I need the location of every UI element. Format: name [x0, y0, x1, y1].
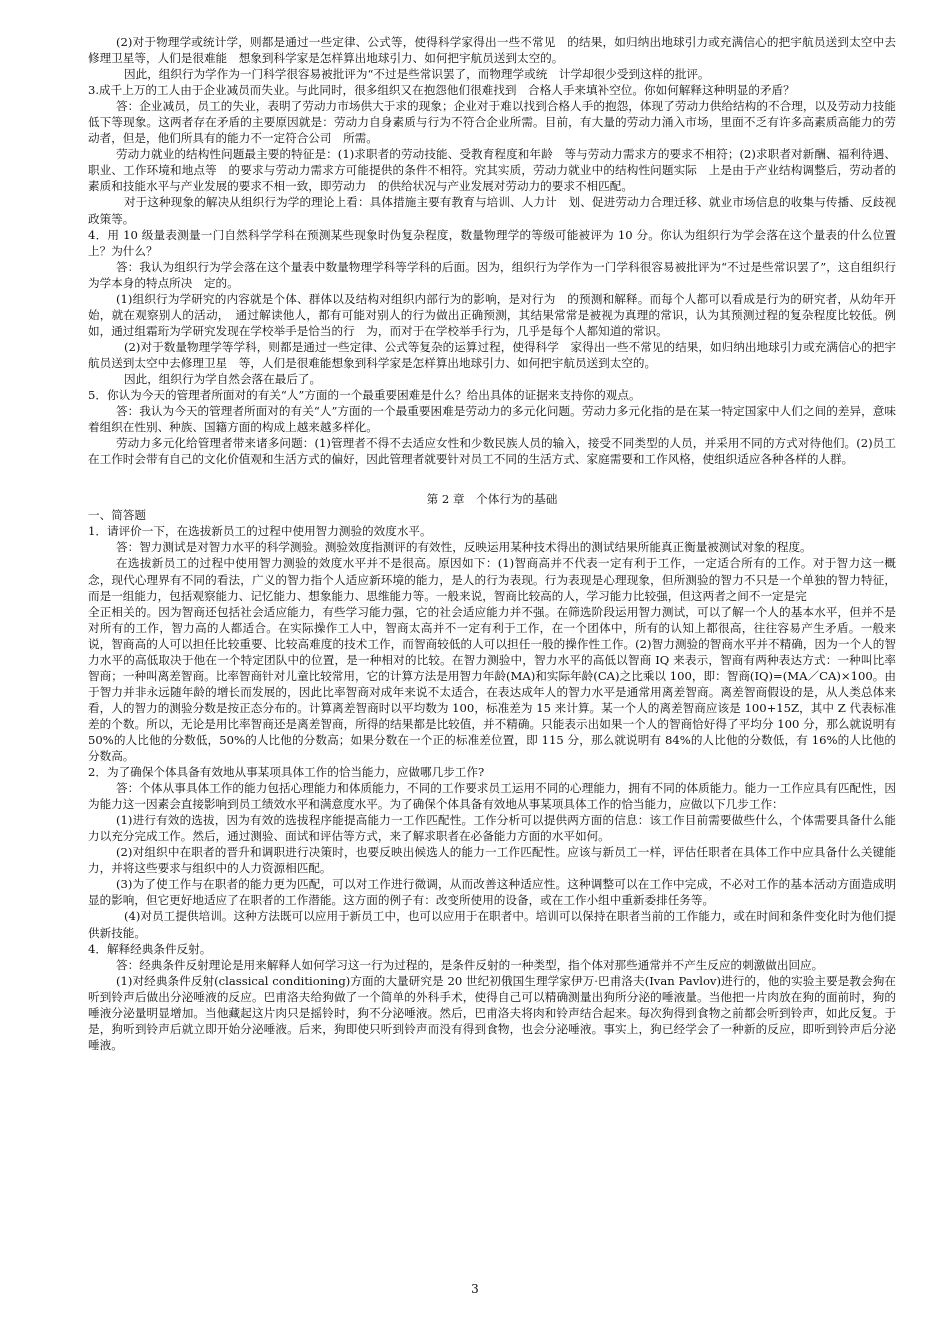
paragraph: (4)对员工提供培训。这种方法既可以应用于新员工中，也可以应用于在职者中。培训可以保持在职者当前的工作能力，或在时间和条件变化时为他们提供新技能。 — [88, 909, 896, 940]
paragraph: 答：智力测试是对智力水平的科学测验。测验效度指测评的有效性，反映运用某种技术得出的测试结果所能真正衡量被测试对象的程度。 — [116, 540, 812, 555]
paragraph: (1)进行有效的选拔，因为有效的选拔程序能提高能力一工作匹配性。工作分析可以提供两方面的信息：该工作目前需要做些什么，个体需要具备什么能力以充分完成工作。然后，通过测验、面试和评估等方式，来了解求职者在必备能力方面的水平如何。 — [88, 813, 896, 844]
paragraph: 5．你认为今天的管理者所面对的有关“人”方面的一个最重要困难是什么？给出具体的证据来支持你的观点。 — [88, 388, 641, 403]
paragraph: 答：我认为组织行为学会落在这个量表中数量物理学科等学科的后面。因为，组织行为学作为一门学科很容易被批评为“不过是些常识罢了”，这自组织行为学本身的特点所决 定的。 — [88, 259, 896, 290]
paragraph: 答：经典条件反射理论是用来解释人如何学习这一行为过程的，是条件反射的一种类型，指个体对那些通常并不产生反应的刺激做出回应。 — [116, 957, 824, 972]
document-page — [88, 34, 896, 1053]
paragraph: (2)对组织中在职者的晋升和调职进行决策时，也要反映出候选人的能力一工作匹配性。应该与新员工一样，评估任职者在具体工作中应具备什么关键能力，并将这些要求与组织中的人力资源相匹配。 — [88, 845, 896, 876]
paragraph: 劳动力就业的结构性问题最主要的特征是：(1)求职者的劳动技能、受教育程度和年龄 等与劳动力需求方的要求不相符；(2)求职者对新酬、福利待遇、职业、工作环境和地点等 的要求与劳动力需求方可能提供的条件不相符。究其实质，劳动力就业中的结构性问题实际 上是由于产业结构调整后，劳动者的素质和技能水平与产业发展的要求不相一致，即劳动力 的供给状况与产业发展对劳动力的要求不相匹配。 — [88, 147, 896, 194]
paragraph: (3)为了使工作与在职者的能力更为匹配，可以对工作进行微调，从而改善这种适应性。这种调整可以在工作中完成，不必对工作的基本活动方面造成明显的影响，但它更好地适应了在职者的工作潜能。这方面的例子有：改变所使用的设备，或在工作小组中重新委排任务等。 — [88, 877, 896, 908]
paragraph: (2)对于物理学或统计学，则都是通过一些定律、公式等，使得科学家得出一些不常见 的结果，如归纳出地球引力或充满信心的把宇航员送到太空中去修理卫星等，人们是很难能 想象到科学家是怎样算出地球引力、如何把宇航员送到太空的。 — [88, 35, 896, 66]
section-chapter-2-questions — [88, 507, 896, 1053]
paragraph: 因此，组织行为学自然会落在最后了。 — [124, 371, 322, 386]
paragraph: (1)对经典条件反射(classical conditioning)方面的大量研究是 20 世纪初俄国生理学家伊万·巴甫洛夫(Ivan Pavlov)进行的，他的实验主要是教会狗在听到铃声后做出分泌唾液的反应。巴甫洛夫给狗做了一个简单的外科手术，使得自己可以精确测量出狗所分泌的唾液量。当他把一片肉放在狗的面前时，狗的唾液分泌量明显增加。当他藏起这片肉只是摇铃时，狗不分泌唾液。然后，巴甫洛夫将肉和铃声结合起来。每次狗得到食物之前都会听到铃声，如此反复。于是，狗听到铃声后就立即开始分泌唾液。后来，狗即使只听到铃声而没有得到食物，也会分泌唾液。事实上，狗已经学会了一种新的反应，即听到铃声后分泌唾液。 — [88, 973, 896, 1052]
paragraph: 4．用 10 级量表测量一门自然科学学科在预测某些现象时伪复杂程度，数量物理学的等级可能被评为 10 分。你认为组织行为学会落在这个量表的什么位置上？为什么？ — [88, 227, 896, 258]
paragraph: (1)组织行为学研究的内容就是个体、群体以及结构对组织内部行为的影响，是对行为 的预测和解释。而每个人都可以看成是行为的研究者，从幼年开始，就在观察别人的活动， 通过解读他人，都有可能对别人的行为做出正确预测，其结果常常是被视为真理的常识，认为其预测过程的复杂程度比较低。例如，通过组霜珩为学研究发现在学校举手是恰当的行 为，而对于在学校举手行为，几乎是每个人都知道的常识。 — [88, 291, 896, 338]
paragraph: 一、简答题 — [88, 508, 146, 523]
paragraph: 因此，组织行为学作为一门科学很容易被批评为“不过是些常识罢了，而物理学或统 计学却很少受到这样的批评。 — [124, 67, 710, 82]
paragraph: 3.成千上万的工人由于企业减员而失业。与此同时，很多组织又在抱怨他们很难找到 合格人手来填补空位。你如何解释这种明显的矛盾？ — [88, 83, 795, 98]
chapter-title: 第 2 章 个体行为的基础 — [426, 492, 558, 507]
section-chapter-1-questions — [88, 34, 896, 467]
page-number: 3 — [471, 1282, 479, 1296]
paragraph: 答：企业减员，员工的失业，表明了劳动力市场供大于求的现象；企业对于难以找到合格人手的抱怨，体现了劳动力供给结构的不合理，以及劳动力技能低下等现象。这两者存在矛盾的主要原因就是：劳动力自身素质与行为不符合企业所需。目前，有大量的劳动力涌入市场，里面不乏有许多高素质高能力的劳动者，但是，他们所具有的能力不一定符合公司 所需。 — [88, 99, 896, 146]
paragraph: 在选拔新员工的过程中使用智力测验的效度水平并不是很高。原因如下：(1)智商高并不代表一定有利于工作，一定适合所有的工作。对于智力这一概念，现代心理界有不同的看法，广义的智力指个人适应新环境的能力，是人的行为表现。行为表现是心理现象，但所测验的智力不只是一个单独的智力特征，而是一组能力，包括观察能力、记忆能力、想象能力、思维能力等。一般来说，智商比较高的人，学习能力比较强，但这两者之间不一定是完 — [88, 556, 896, 603]
paragraph: 答：个体从事具体工作的能力包括心理能力和体质能力，不同的工作要求员工运用不同的心理能力，拥有不同的体质能力。能力一工作应具有匹配性，因为能力这一因素会直接影响到员工绩效水平和满意度水平。为了确保个体具备有效地从事某项具体工作的恰当能力，应做以下几步工作： — [88, 781, 896, 812]
paragraph: 答：我认为今天的管理者所面对的有关“人”方面的一个最重要困难是劳动力的多元化问题。劳动力多元化指的是在某一特定国家中人们之间的差异，意味着组织在性别、种族、国籍方面的构成上越来越多样化。 — [88, 404, 896, 435]
paragraph: 1．请评价一下，在选拔新员工的过程中使用智力测验的效度水平。 — [88, 524, 432, 539]
paragraph: 劳动力多元化给管理者带来诸多问题：(1)管理者不得不去适应女性和少数民族人员的输入，接受不同类型的人员，并采用不同的方式对待他们。(2)员工在工作时会带有自己的文化价值观和生活方式的偏好，因此管理者就要针对员工不同的生活方式、家庭需要和工作风格，使组织适应各种各样的人群。 — [88, 436, 896, 467]
paragraph: 2．为了确保个体具备有效地从事某项具体工作的恰当能力，应做哪几步工作? — [88, 765, 485, 780]
paragraph: 对于这种现象的解决从组织行为学的理论上看：具体措施主要有教育与培训、人力计 划、促进劳动力合理迁移、就业市场信息的收集与传播、反歧视政策等。 — [88, 195, 896, 226]
paragraph: (2)对于数量物理学等学科，则都是通过一些定律、公式等复杂的运算过程，使得科学 家得出一些不常见的结果，如归纳出地球引力或充满信心的把宇航员送到太空中去修理卫星 等，人们是很难能想象到科学家是怎样算出地球引力、如何把宇航员送到太空的。 — [88, 339, 896, 370]
paragraph: 全正相关的。因为智商还包括社会适应能力，有些学习能力强，它的社会适应能力并不强。在筛选阶段运用智力测试，可以了解一个人的基本水平，但并不是对所有的工作，智力高的人都适合。在实际操作工人中，智商太高并不一定有利于工作，在一个团体中，所有的认知上都很高，往往容易产生矛盾。一般来说，智商高的人可以担任比较重要、比较高难度的技术工作，而智商较低的人可以担任一般的操作性工作。(2)智力测验的智商水平并不精确，因为一个人的智力水平的高低取决于他在一个特定团队中的位置，是一种相对的比较。在智力测验中，智力水平的高低以智商 IQ 来表示，智商有两种表达方式：一种叫比率智商；一种叫离差智商。比率智商针对儿童比较常用，它的计算方法是用智力年龄(MA)和实际年龄(CA)之比乘以 100，即：智商(IQ)=(MA／CA)×100。由于智力并非永远随年龄的增长而发展的，因此比率智商对成年来说不太适合，在表达成年人的智力水平是通常用离差智商。离差智商假设的是，从人类总体来看，人的智力的测验分数是按正态分布的。计算离差智商时以平均数为 100，标准差为 15 来计算。某一个人的离差智商应该是 100+15Z，其中 Z 代表标准差的个数。所以，无论是用比率智商还是离差智商，所得的结果都是比较值，并不精确。只能表示出如果一个人的智商恰好得了平均分 100 分，那么就说明有 50%的人比他的分数低，50%的人比他的分数高；如果分数在一个正的标准差位置，即 115 分，那么就说明有 84%的人比他的分数低，有 16%的人比他的分数高。 — [88, 604, 896, 764]
paragraph: 4．解释经典条件反射。 — [88, 941, 212, 956]
